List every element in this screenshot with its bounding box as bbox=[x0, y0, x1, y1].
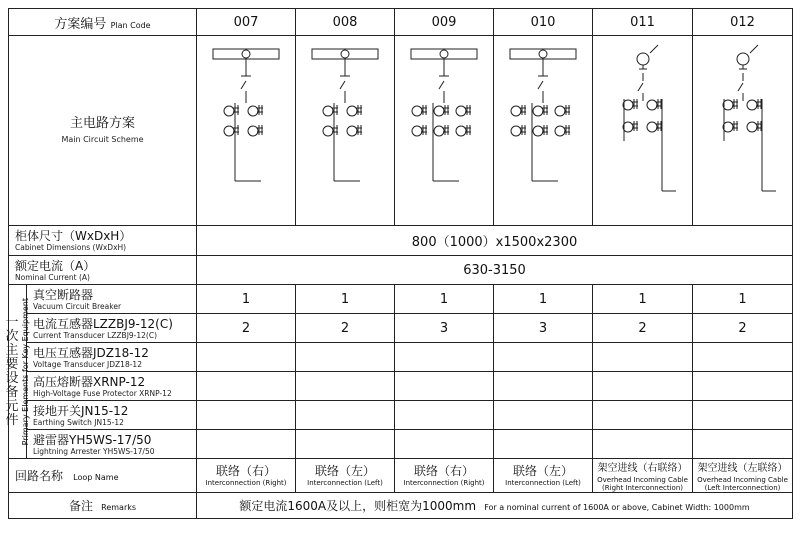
loop-name-en: Overhead Incoming Cable (Right Interconnection) bbox=[597, 475, 688, 492]
equipment-value bbox=[494, 430, 593, 459]
loop-name-cn: 联络（左） bbox=[315, 464, 376, 478]
equipment-value bbox=[296, 343, 395, 372]
plan-code-010: 010 bbox=[494, 9, 593, 36]
loop-label bbox=[9, 459, 197, 493]
plan-code-007: 007 bbox=[197, 9, 296, 36]
equipment-value: 1 bbox=[693, 285, 793, 314]
equipment-cn: 电流互感器LZZBJ9-12(C) bbox=[33, 316, 173, 331]
scheme-diagram-011 bbox=[593, 36, 693, 226]
equipment-label bbox=[27, 285, 197, 314]
loop-row bbox=[9, 459, 793, 493]
equipment-value bbox=[693, 430, 793, 459]
remarks-value bbox=[197, 493, 793, 519]
scheme-row bbox=[9, 36, 793, 226]
equipment-value bbox=[693, 343, 793, 372]
loop-name-en: Interconnection (Left) bbox=[307, 479, 383, 487]
scheme-diagram-010 bbox=[494, 36, 593, 226]
scheme-diagram-012 bbox=[693, 36, 793, 226]
equipment-row bbox=[9, 430, 793, 459]
loop-name bbox=[197, 459, 296, 493]
equipment-row bbox=[9, 285, 793, 314]
scheme-cn: 主电路方案 bbox=[70, 116, 136, 131]
dimensions-en: Cabinet Dimensions (WxDxH) bbox=[15, 243, 127, 252]
equipment-value bbox=[693, 401, 793, 430]
equipment-value: 2 bbox=[197, 314, 296, 343]
equipment-value: 2 bbox=[593, 314, 693, 343]
equipment-value bbox=[395, 401, 494, 430]
circuit-diagram-012 bbox=[698, 41, 788, 221]
plan-table bbox=[5, 8, 793, 519]
loop-name bbox=[395, 459, 494, 493]
equipment-cn: 真空断路器 bbox=[33, 287, 94, 302]
plan-code-009: 009 bbox=[395, 9, 494, 36]
equipment-value bbox=[197, 343, 296, 372]
current-value: 630-3150 bbox=[197, 256, 793, 285]
equipment-row bbox=[9, 314, 793, 343]
equipment-value: 1 bbox=[197, 285, 296, 314]
equipment-value bbox=[296, 372, 395, 401]
equipment-cn: 避雷器YH5WS-17/50 bbox=[33, 432, 152, 447]
scheme-diagram-007 bbox=[197, 36, 296, 226]
equipment-value bbox=[296, 401, 395, 430]
loop-name-cn: 架空进线（左联络） bbox=[697, 462, 788, 474]
current-row bbox=[9, 256, 793, 285]
equipment-value bbox=[593, 343, 693, 372]
plan-code-011: 011 bbox=[593, 9, 693, 36]
plan-code-en: Plan Code bbox=[110, 20, 151, 30]
equipment-value: 1 bbox=[296, 285, 395, 314]
equipment-value: 2 bbox=[296, 314, 395, 343]
equipment-en: Voltage Transducer JDZ18-12 bbox=[33, 359, 142, 369]
equipment-en: High-Voltage Fuse Protector XRNP-12 bbox=[33, 388, 172, 398]
equipment-label bbox=[27, 343, 197, 372]
loop-name-en: Interconnection (Left) bbox=[505, 479, 581, 487]
equipment-value: 2 bbox=[693, 314, 793, 343]
loop-name bbox=[494, 459, 593, 493]
remarks-value-cn: 额定电流1600A及以上，则柜宽为1000mm bbox=[239, 499, 477, 513]
equipment-label bbox=[27, 401, 197, 430]
plan-code-label bbox=[9, 9, 197, 36]
group-label bbox=[5, 285, 30, 459]
loop-name-cn: 联络（右） bbox=[414, 464, 475, 478]
equipment-value bbox=[296, 430, 395, 459]
equipment-value bbox=[197, 372, 296, 401]
dimensions-cn: 柜体尺寸（WxDxH） bbox=[15, 229, 132, 243]
equipment-row bbox=[9, 372, 793, 401]
dimensions-label bbox=[9, 226, 197, 256]
equipment-value bbox=[395, 430, 494, 459]
equipment-value bbox=[395, 372, 494, 401]
equipment-cn: 接地开关JN15-12 bbox=[33, 403, 129, 418]
loop-name bbox=[296, 459, 395, 493]
scheme-en: Main Circuit Scheme bbox=[61, 135, 144, 144]
current-cn: 额定电流（A） bbox=[15, 258, 96, 273]
current-label bbox=[9, 256, 197, 285]
equipment-value: 1 bbox=[593, 285, 693, 314]
equipment-en: Earthing Switch JN15-12 bbox=[33, 417, 124, 427]
dimensions-row bbox=[9, 226, 793, 256]
loop-en: Loop Name bbox=[73, 473, 119, 482]
remarks-row bbox=[9, 493, 793, 519]
remarks-label bbox=[9, 493, 197, 519]
equipment-value: 1 bbox=[494, 285, 593, 314]
circuit-diagram-007 bbox=[201, 41, 291, 221]
equipment-value: 1 bbox=[395, 285, 494, 314]
equipment-value bbox=[593, 372, 693, 401]
equipment-value: 3 bbox=[395, 314, 494, 343]
loop-name bbox=[693, 459, 793, 493]
equipment-row bbox=[9, 401, 793, 430]
equipment-value bbox=[693, 372, 793, 401]
circuit-diagram-011 bbox=[598, 41, 688, 221]
loop-name-cn: 架空进线（右联络） bbox=[597, 462, 688, 474]
equipment-value bbox=[197, 430, 296, 459]
circuit-diagram-009 bbox=[399, 41, 489, 221]
equipment-value bbox=[494, 372, 593, 401]
current-en: Nominal Current (A) bbox=[15, 272, 90, 282]
equipment-en: Vacuum Circuit Breaker bbox=[33, 301, 122, 311]
equipment-label bbox=[27, 372, 197, 401]
remarks-value-en: For a nominal current of 1600A or above, Cabinet Width: 1000mm bbox=[484, 503, 750, 512]
equipment-value bbox=[494, 343, 593, 372]
equipment-label bbox=[27, 314, 197, 343]
circuit-diagram-010 bbox=[498, 41, 588, 221]
loop-name bbox=[593, 459, 693, 493]
loop-name-en: Interconnection (Right) bbox=[205, 479, 287, 487]
equipment-cn: 高压熔断器XRNP-12 bbox=[33, 374, 146, 389]
equipment-en: Current Transducer LZZBJ9-12(C) bbox=[33, 330, 158, 340]
plan-code-row bbox=[9, 9, 793, 36]
equipment-value: 3 bbox=[494, 314, 593, 343]
dimensions-value: 800（1000）x1500x2300 bbox=[197, 226, 793, 256]
group-cn: 一次主要设备元件 bbox=[5, 314, 19, 428]
equipment-row bbox=[9, 343, 793, 372]
loop-name-en: Overhead Incoming Cable (Left Interconnection) bbox=[697, 475, 788, 492]
plan-code-012: 012 bbox=[693, 9, 793, 36]
loop-name-cn: 联络（左） bbox=[513, 464, 574, 478]
scheme-diagram-009 bbox=[395, 36, 494, 226]
scheme-label bbox=[9, 36, 197, 226]
equipment-value bbox=[494, 401, 593, 430]
scheme-diagram-008 bbox=[296, 36, 395, 226]
remarks-en: Remarks bbox=[101, 503, 137, 512]
group-en: Primary Elements for Key Equipment bbox=[20, 297, 30, 446]
loop-cn: 回路名称 bbox=[15, 469, 64, 483]
equipment-value bbox=[395, 343, 494, 372]
plan-code-cn: 方案编号 bbox=[54, 16, 107, 32]
equipment-cn: 电压互感器JDZ18-12 bbox=[33, 345, 149, 360]
remarks-cn: 备注 bbox=[68, 499, 93, 513]
equipment-en: Lightning Arrester YH5WS-17/50 bbox=[33, 446, 155, 456]
equipment-value bbox=[197, 401, 296, 430]
loop-name-en: Interconnection (Right) bbox=[403, 479, 485, 487]
equipment-value bbox=[593, 401, 693, 430]
loop-name-cn: 联络（右） bbox=[216, 464, 277, 478]
equipment-value bbox=[593, 430, 693, 459]
circuit-diagram-008 bbox=[300, 41, 390, 221]
equipment-label bbox=[27, 430, 197, 459]
plan-code-008: 008 bbox=[296, 9, 395, 36]
